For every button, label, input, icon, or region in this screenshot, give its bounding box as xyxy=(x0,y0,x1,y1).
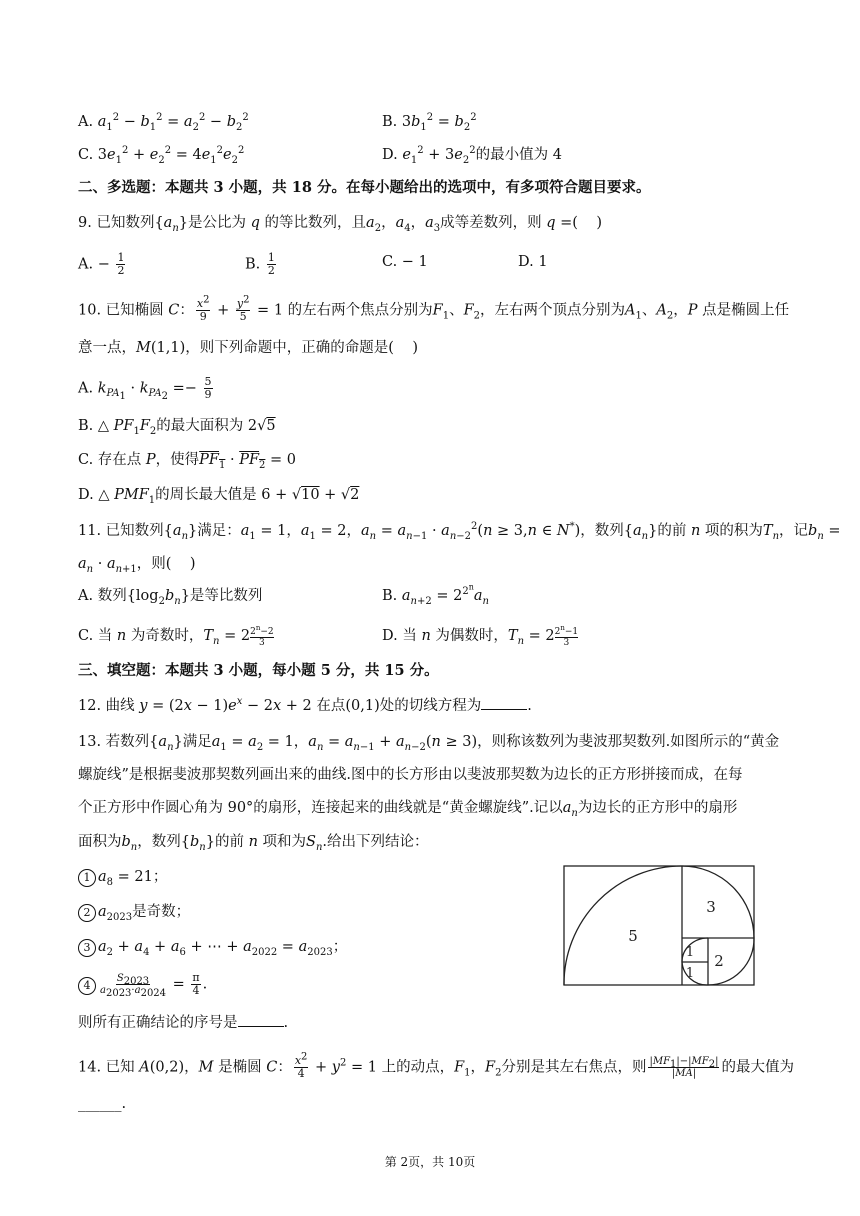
spiral-arc-3 xyxy=(682,866,754,938)
q9-option-c: C. − 1 xyxy=(382,254,428,270)
q13-stem-line3: 个正方形中作圆心角为 90°的扇形，连接起来的曲线就是“黄金螺旋线”.记以$a_n$为边长的正方形中的扇形 xyxy=(78,800,738,819)
figure-label-1-bottom: 1 xyxy=(685,966,695,981)
q9-option-a: A. − $\frac{1}{2}$ xyxy=(78,251,125,277)
q13-conclusion-4: 4 $\frac{S_{2023}}{a_{2023}\cdot a_{2024}}$ = $\frac{\pi}{4}$ . xyxy=(78,972,207,997)
q13-conclusion-3: 3 $a_2 + a_4 + a_6$ + ⋯ + $a_{2022} = a_{2023}$； xyxy=(78,937,347,957)
q12-stem: 12. 曲线 $y = (2x - 1)e^x - 2x + 2$ 在点(0,1)处的切线方程为 . xyxy=(78,696,532,714)
page-footer: 第 2页，共 10页 xyxy=(384,1155,476,1169)
q8-option-d: D. $e_1^2 + 3e_2^2$的最小值为 4 xyxy=(382,145,562,166)
figure-outer-rectangle xyxy=(564,866,754,985)
q10-option-c: C. 存在点 P，使得$PF_1 \cdot PF_2 = 0$ xyxy=(78,452,296,471)
figure-label-1-top: 1 xyxy=(685,945,695,960)
figure-label-5: 5 xyxy=(628,927,638,945)
q8-option-c: C. $3e_1^2 + e_2^2 = 4e_1^2e_2^2$ xyxy=(78,145,245,166)
q11-option-a: A. 数列$\{\log_2b_n\}$是等比数列 xyxy=(78,588,263,607)
q10-option-a: A. $k_{PA_1} \cdot k_{PA_2}$ =− $\frac{5}{9}$ xyxy=(78,375,212,403)
q14-stem-line1: 14. 已知 A(0,2)，M 是椭圆 C： $\frac{x^2}{4}$ + $y^2 = 1$ 上的动点，$F_1$，$F_2$分别是其左右焦点，则 $\frac{|MF_1|-|MF_2|}{|MA|}$ 的最大值为 xyxy=(78,1051,794,1080)
q9-option-b: B. $\frac{1}{2}$ xyxy=(245,251,275,277)
q13-stem-line1: 13. 若数列$\{a_n\}$满足$a_1 = a_2 = 1$，$a_n = a_{n-1} + a_{n-2}(n \ge 3)$，则称该数列为斐波那契数列.如图所示的“黄金 xyxy=(78,734,780,753)
q11-stem-line2: $a_n \cdot a_{n+1}$，则( ) xyxy=(78,556,196,575)
section-heading-multiple-choice: 二、多选题：本题共 3 小题，共 18 分。在每小题给出的选项中，有多项符合题目要求。 xyxy=(78,179,651,196)
q9-option-d: D. 1 xyxy=(518,254,548,270)
q14-stem-line2: ______. xyxy=(78,1096,127,1112)
q10-option-b: B. △ $PF_1F_2$的最大面积为 2√5 xyxy=(78,418,276,437)
q8-option-a: A. $a_1^2 - b_1^2 = a_2^2 - b_2^2$ xyxy=(78,112,249,133)
q11-option-c: C. 当 n 为奇数时，$T_n = 2$ $\frac{2^n-2}{3}$ xyxy=(78,624,274,649)
q8-option-b: B. $3b_1^2 = b_2^2$ xyxy=(382,112,477,133)
q13-conclusion-2: 2 $a_{2023}$是奇数； xyxy=(78,902,190,922)
section-heading-fill-in: 三、填空题：本题共 3 小题，每小题 5 分，共 15 分。 xyxy=(78,662,439,679)
q13-stem-line2: 螺旋线”是根据斐波那契数列画出来的曲线.图中的长方形由以斐波那契数为边长的正方形拼接而成，在每 xyxy=(78,767,743,783)
q11-option-b: B. $a_{n+2} = 2^{2^n}a_n$ xyxy=(382,582,489,607)
q13-stem-line4: 面积为$b_n$，数列$\{b_n\}$的前 n 项和为$S_n$.给出下列结论： xyxy=(78,834,429,853)
golden-spiral-figure xyxy=(563,865,755,987)
figure-label-2: 2 xyxy=(714,952,724,970)
q10-stem-line2: 意一点，M(1,1)，则下列命题中，正确的命题是( ) xyxy=(78,340,418,356)
q10-stem-line1: 10. 已知椭圆 C： $\frac{x^2}{9}$ + $\frac{y^2}{5}$ = 1 的左右两个焦点分别为$F_1$、$F_2$，左右两个顶点分别为$A_1$、$A_2$，P 点是椭圆上任 xyxy=(78,294,790,323)
figure-label-3: 3 xyxy=(706,898,716,916)
q13-ask: 则所有正确结论的序号是 . xyxy=(78,1015,289,1031)
spiral-arc-5 xyxy=(564,866,682,985)
q10-option-d: D. △ $PMF_1$的周长最大值是 6 + √10 + √2 xyxy=(78,487,360,506)
q13-conclusion-1: 1 $a_8 = 21$； xyxy=(78,867,167,887)
q11-option-d: D. 当 n 为偶数时，$T_n = 2$ $\frac{2^n-1}{3}$ xyxy=(382,624,579,649)
q11-stem-line1: 11. 已知数列$\{a_n\}$满足：$a_1 = 1$，$a_1 = 2$，$a_n = a_{n-1} \cdot a_{n-2}^2(n \ge 3,n$ ∈ N*)，数列$\{a_n\}$的前 n 项的积为$T_n$，记$b_n$ = xyxy=(78,521,841,542)
q9-stem: 9. 已知数列$\{a_n\}$是公比为 q 的等比数列，且$a_2$，$a_4$，$a_3$成等差数列，则 q =( ) xyxy=(78,215,603,234)
